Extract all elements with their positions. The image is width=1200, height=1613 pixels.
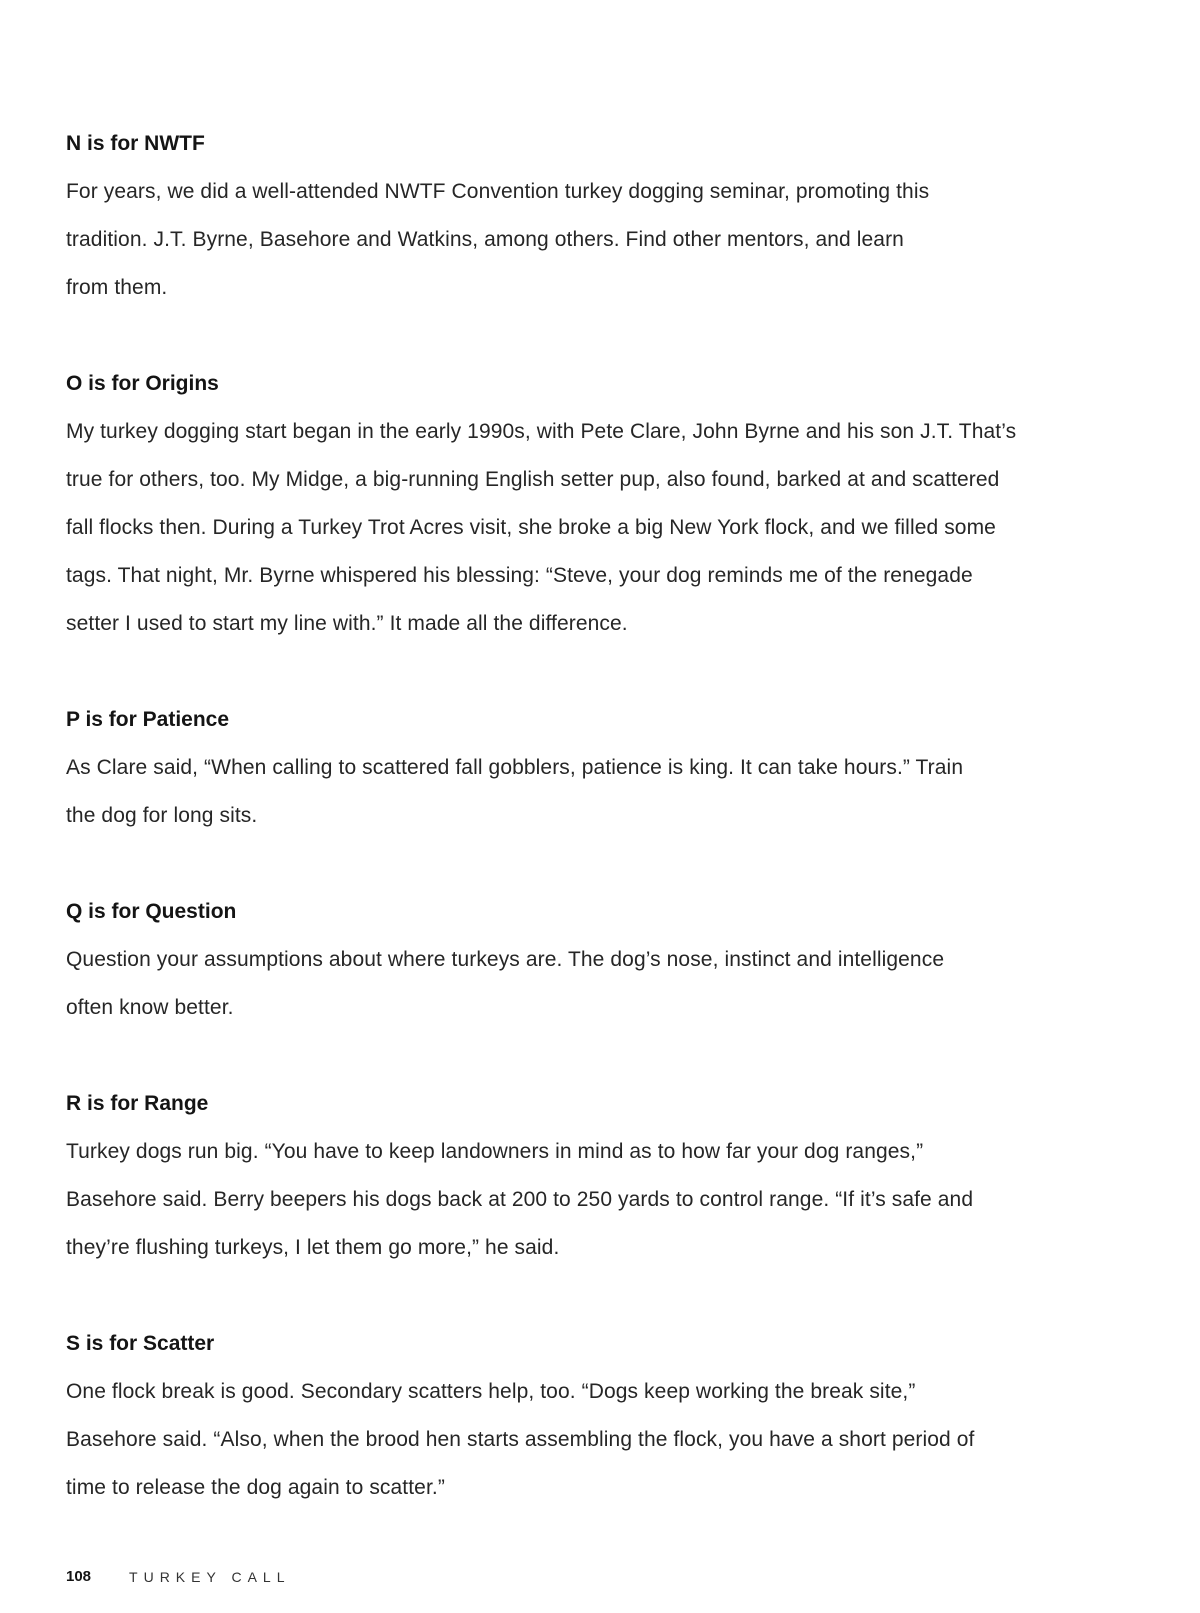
- body-line: tradition. J.T. Byrne, Basehore and Watkins, among others. Find other mentors, and learn: [66, 228, 904, 251]
- body-line: they’re flushing turkeys, I let them go more,” he said.: [66, 1236, 560, 1259]
- section-p-patience: [66, 696, 1126, 840]
- section-heading: R is for Range: [66, 1092, 209, 1115]
- page-footer: [66, 1568, 290, 1585]
- body-line: true for others, too. My Midge, a big-running English setter pup, also found, barked at and scattered: [66, 468, 1000, 491]
- section-s-scatter: [66, 1320, 1126, 1512]
- body-line: Turkey dogs run big. “You have to keep landowners in mind as to how far your dog ranges,”: [66, 1140, 924, 1163]
- body-line: For years, we did a well-attended NWTF Convention turkey dogging seminar, promoting this: [66, 180, 930, 203]
- page-number: 108: [66, 1568, 92, 1585]
- section-q-question: [66, 888, 1126, 1032]
- body-line: fall flocks then. During a Turkey Trot Acres visit, she broke a big New York flock, and we filled some: [66, 516, 996, 539]
- body-line: from them.: [66, 276, 168, 299]
- section-n-nwtf: [66, 120, 1126, 312]
- section-heading: Q is for Question: [66, 900, 237, 923]
- section-o-origins: [66, 360, 1126, 648]
- article-body: [66, 120, 1126, 1560]
- body-line: Question your assumptions about where turkeys are. The dog’s nose, instinct and intelligence: [66, 948, 945, 971]
- body-line: My turkey dogging start began in the early 1990s, with Pete Clare, John Byrne and his son J.T. That’s: [66, 420, 1017, 443]
- body-line: As Clare said, “When calling to scattered fall gobblers, patience is king. It can take hours.” Train: [66, 756, 964, 779]
- body-line: One flock break is good. Secondary scatters help, too. “Dogs keep working the break site,”: [66, 1380, 916, 1403]
- body-line: the dog for long sits.: [66, 804, 258, 827]
- section-heading: O is for Origins: [66, 372, 219, 395]
- section-r-range: [66, 1080, 1126, 1272]
- section-heading: N is for NWTF: [66, 132, 205, 155]
- body-line: setter I used to start my line with.” It made all the difference.: [66, 612, 628, 635]
- body-line: Basehore said. Berry beepers his dogs back at 200 to 250 yards to control range. “If it’s safe and: [66, 1188, 974, 1211]
- body-line: tags. That night, Mr. Byrne whispered his blessing: “Steve, your dog reminds me of the renegade: [66, 564, 973, 587]
- body-line: Basehore said. “Also, when the brood hen starts assembling the flock, you have a short period of: [66, 1428, 975, 1451]
- body-line: time to release the dog again to scatter.”: [66, 1476, 445, 1499]
- section-heading: P is for Patience: [66, 708, 230, 731]
- magazine-name: TURKEY CALL: [129, 1568, 291, 1585]
- section-heading: S is for Scatter: [66, 1332, 215, 1355]
- body-line: often know better.: [66, 996, 234, 1019]
